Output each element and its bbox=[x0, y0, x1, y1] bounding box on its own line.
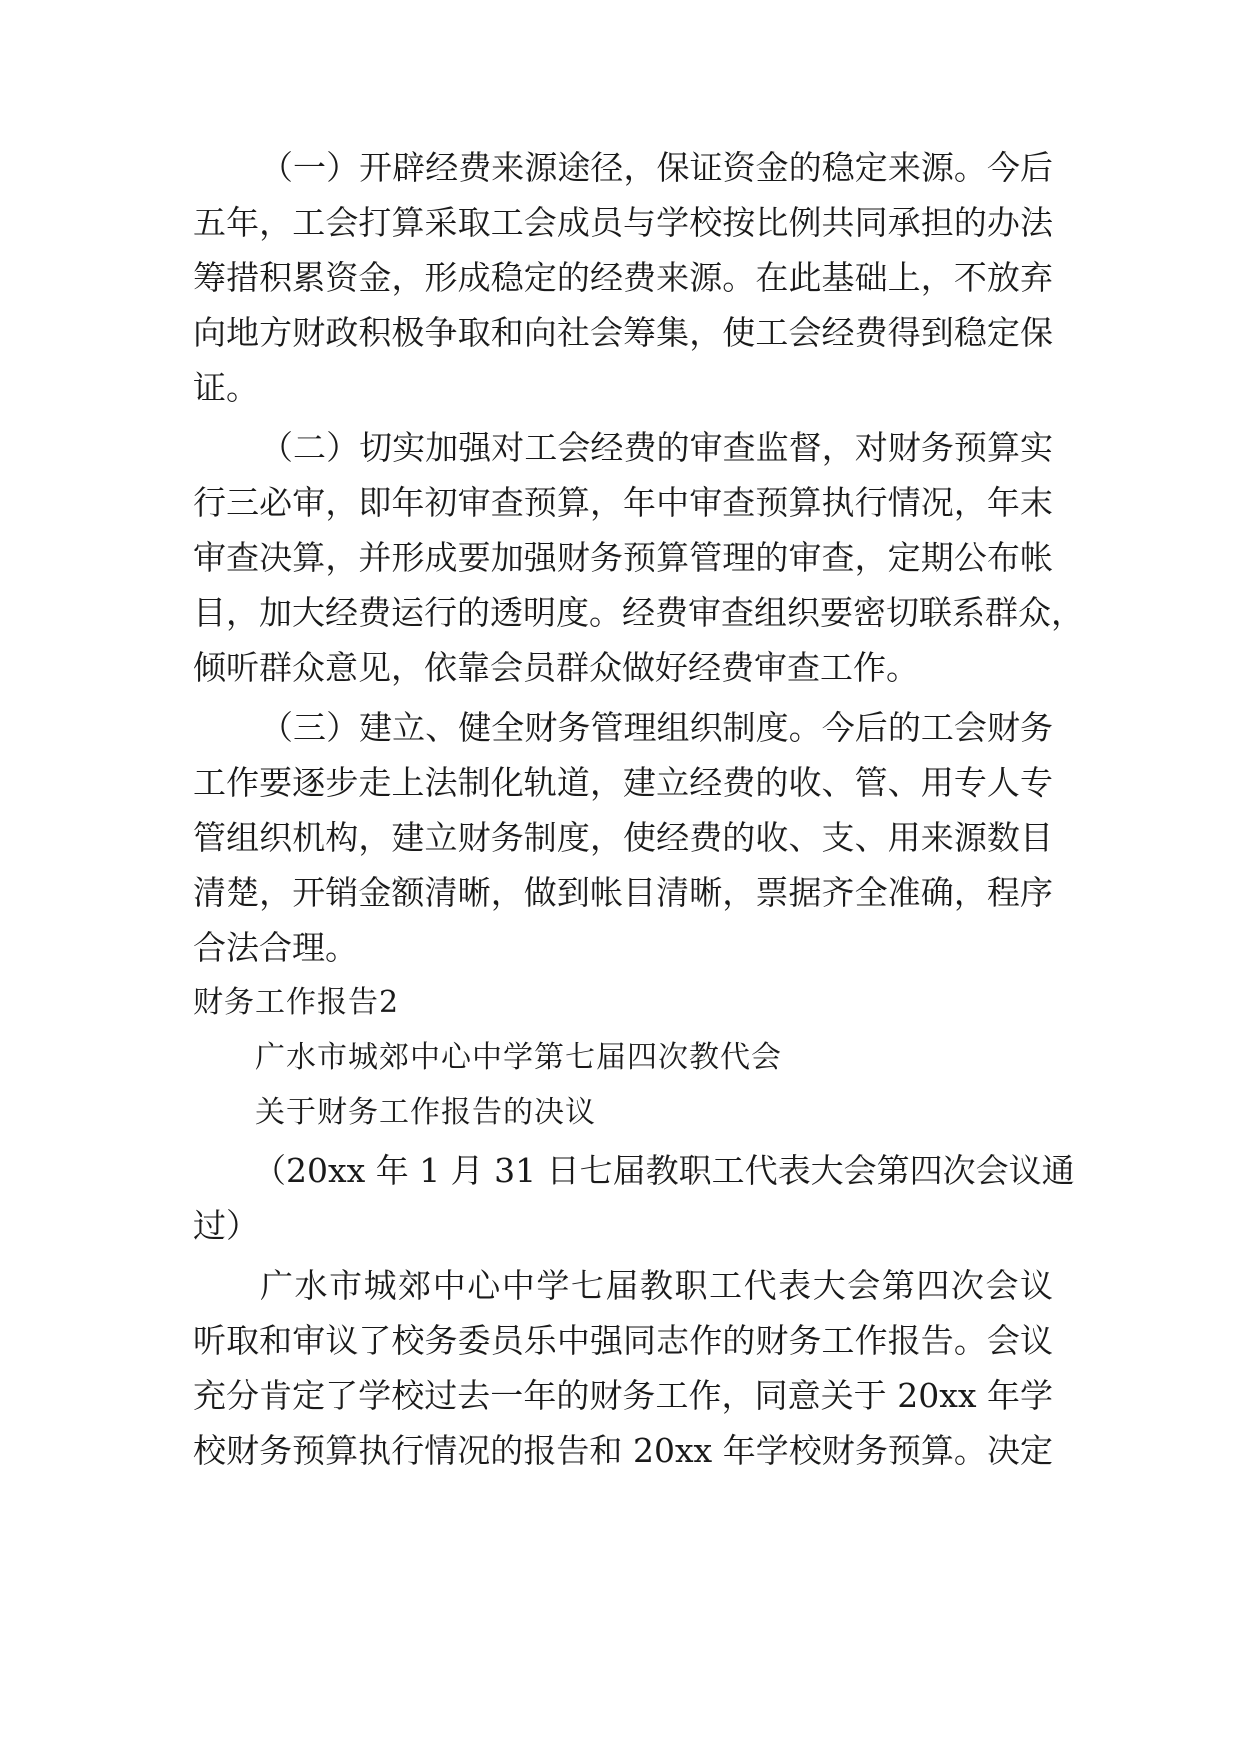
paragraph-3-line-5: 合法合理。 bbox=[193, 928, 358, 967]
paragraph-3-line-1: （三）建立、健全财务管理组织制度。今后的工会财务 bbox=[260, 708, 1053, 747]
resolution-title-line-1: 广水市城郊中心中学第七届四次教代会 bbox=[255, 1040, 782, 1075]
paragraph-2-line-3: 审查决算，并形成要加强财务预算管理的审查，定期公布帐 bbox=[193, 538, 1053, 577]
paragraph-4-line-2: 过） bbox=[193, 1206, 259, 1245]
paragraph-1-line-4: 向地方财政积极争取和向社会筹集，使工会经费得到稳定保 bbox=[193, 313, 1053, 352]
paragraph-1-line-1: （一）开辟经费来源途径，保证资金的稳定来源。今后 bbox=[260, 148, 1053, 187]
paragraph-5-line-3: 充分肯定了学校过去一年的财务工作，同意关于 20xx 年学 bbox=[193, 1376, 1053, 1415]
paragraph-2-line-1: （二）切实加强对工会经费的审查监督，对财务预算实 bbox=[260, 428, 1053, 467]
paragraph-2-line-2: 行三必审，即年初审查预算，年中审查预算执行情况，年末 bbox=[193, 483, 1053, 522]
paragraph-1-line-5: 证。 bbox=[193, 368, 259, 407]
paragraph-5-line-1: 广水市城郊中心中学七届教职工代表大会第四次会议 bbox=[260, 1266, 1053, 1305]
paragraph-3-line-3: 管组织机构，建立财务制度，使经费的收、支、用来源数目 bbox=[193, 818, 1053, 857]
paragraph-3-line-4: 清楚，开销金额清晰，做到帐目清晰，票据齐全准确，程序 bbox=[193, 873, 1053, 912]
paragraph-2-line-4: 目，加大经费运行的透明度。经费审查组织要密切联系群众， bbox=[193, 593, 1084, 632]
paragraph-4-line-1: （20xx 年 1 月 31 日七届教职工代表大会第四次会议通 bbox=[253, 1151, 1075, 1190]
paragraph-1-line-2: 五年，工会打算采取工会成员与学校按比例共同承担的办法 bbox=[193, 203, 1053, 242]
paragraph-3-line-2: 工作要逐步走上法制化轨道，建立经费的收、管、用专人专 bbox=[193, 763, 1053, 802]
paragraph-5-line-4: 校财务预算执行情况的报告和 20xx 年学校财务预算。决定 bbox=[193, 1431, 1053, 1470]
paragraph-1-line-3: 筹措积累资金，形成稳定的经费来源。在此基础上，不放弃 bbox=[193, 258, 1053, 297]
report-title: 财务工作报告2 bbox=[193, 985, 400, 1020]
resolution-title-line-2: 关于财务工作报告的决议 bbox=[255, 1095, 596, 1130]
paragraph-2-line-5: 倾听群众意见，依靠会员群众做好经费审查工作。 bbox=[193, 648, 919, 687]
paragraph-5-line-2: 听取和审议了校务委员乐中强同志作的财务工作报告。会议 bbox=[193, 1321, 1053, 1360]
